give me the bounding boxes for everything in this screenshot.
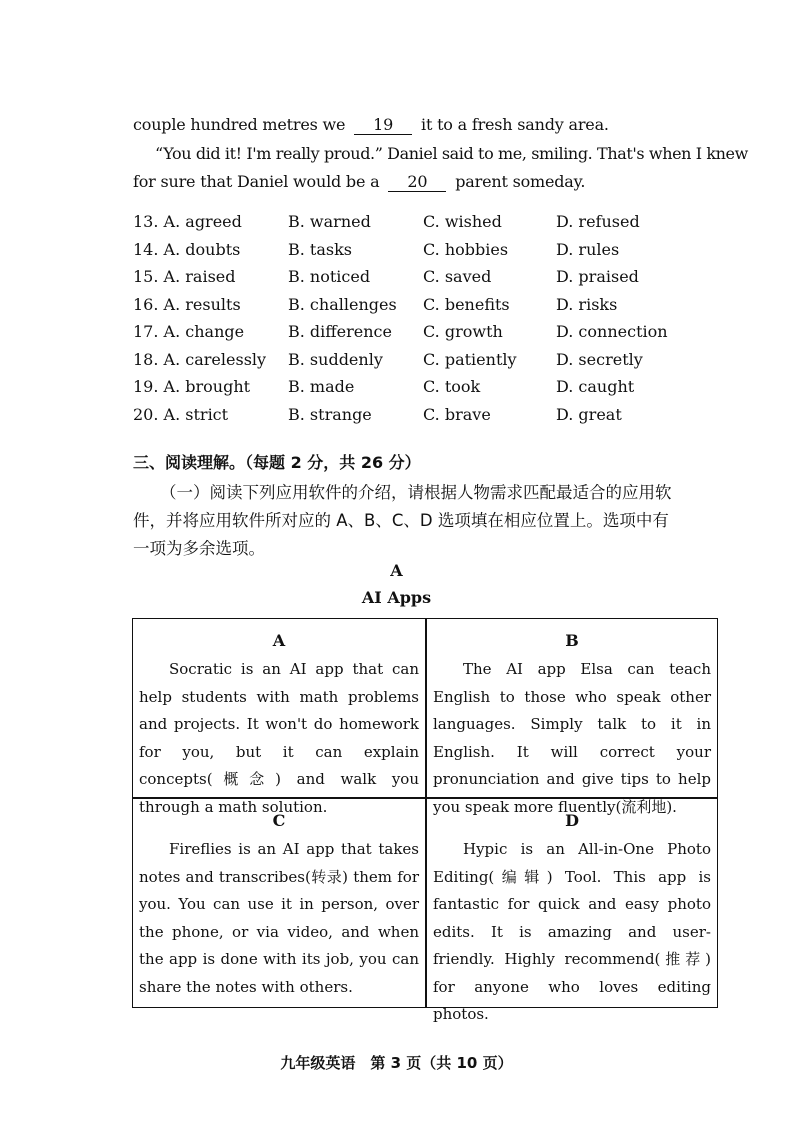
passage-line-2: “You did it! I'm really proud.” Daniel said to me, smiling. That's when I knew <box>155 144 748 163</box>
apps-table <box>132 618 718 1023</box>
question-20-option-d: D. great <box>556 404 622 424</box>
question-13-option-b: B. warned <box>288 212 371 231</box>
page-footer: 九年级英语 第 3 页（共 10 页） <box>280 1054 513 1072</box>
question-13-option-d: D. refused <box>556 212 640 231</box>
question-19-option-a <box>133 377 250 396</box>
option-text: A. raised <box>163 267 236 286</box>
instruction-line: （一）阅读下列应用软件的介绍，请根据人物需求匹配最适合的应用软 <box>160 483 672 502</box>
question-18-option-d: D. secretly <box>556 349 643 369</box>
app-description: Socratic is an AI app that can help students with math problems and projects. It won't do homework for you, but it can explain concepts(概念) and walk you through a math solution. <box>139 660 419 816</box>
passage-text: parent someday. <box>455 172 586 191</box>
passage-text: couple hundred metres we <box>133 115 346 134</box>
question-14-option-d: D. rules <box>556 239 620 259</box>
instruction-line: 件，并将应用软件所对应的 A、B、C、D 选项填在相应位置上。选项中有 <box>133 511 669 530</box>
passage-line-3 <box>133 172 585 192</box>
question-number: 19. <box>133 377 159 396</box>
question-16-option-b: B. challenges <box>288 294 397 314</box>
app-cell-d <box>427 799 717 1023</box>
passage-line-1 <box>133 115 609 135</box>
app-label: C <box>272 811 286 830</box>
app-cell-a <box>133 619 425 816</box>
question-19-option-b: B. made <box>288 377 355 396</box>
question-19-option-c: C. took <box>423 377 481 396</box>
option-text: A. agreed <box>163 212 242 231</box>
question-13-option-a <box>133 212 242 231</box>
question-14-option-a <box>133 240 240 259</box>
question-18-option-b: B. suddenly <box>288 349 383 369</box>
part-label: A <box>390 561 403 580</box>
question-18-option-a <box>133 350 266 369</box>
question-17-option-c: C. growth <box>423 322 503 341</box>
app-description: Hypic is an All-in-One Photo Editing(编辑) Tool. This app is fantastic for quick and easy photo edits. It is amazing and user-friendly. Highly recommend(推荐) for anyone who loves editing photos. <box>433 840 711 1023</box>
app-label: B <box>565 631 579 650</box>
question-15-option-d: D. praised <box>556 267 639 286</box>
question-14-option-b: B. tasks <box>288 239 353 259</box>
app-cell-b <box>427 619 717 816</box>
option-text: A. doubts <box>163 239 241 259</box>
question-number: 17. <box>133 322 159 341</box>
passage-text: for sure that Daniel would be a <box>133 172 380 191</box>
option-text: A. change <box>163 322 245 341</box>
question-19-option-d: D. caught <box>556 377 635 396</box>
question-number: 18. <box>133 349 159 369</box>
app-description: Fireflies is an AI app that takes notes and transcribes(转录) them for you. You can use it in person, over the phone, or via video, and when the app is done with its job, you can share the notes with others. <box>139 840 419 996</box>
passage-title: AI Apps <box>361 588 432 607</box>
blank-20: 20 <box>388 173 446 192</box>
app-cell-c <box>133 799 425 1007</box>
question-number: 14. <box>133 239 159 259</box>
question-number: 15. <box>133 267 159 286</box>
option-text: A. results <box>163 294 241 314</box>
app-label: A <box>272 631 286 650</box>
question-number: 16. <box>133 294 159 314</box>
passage-text: it to a fresh sandy area. <box>421 115 609 134</box>
question-number: 20. <box>133 404 159 424</box>
question-18-option-c: C. patiently <box>423 349 517 369</box>
option-text: A. carelessly <box>163 349 267 369</box>
question-20-option-b: B. strange <box>288 404 372 424</box>
question-17-option-d: D. connection <box>556 322 668 341</box>
question-17-option-b: B. difference <box>288 322 392 341</box>
option-text: A. strict <box>163 404 229 424</box>
blank-19: 19 <box>354 116 412 135</box>
question-number: 13. <box>133 212 159 231</box>
question-20-option-c: C. brave <box>423 404 491 424</box>
app-label: D <box>565 811 579 830</box>
question-16-option-a <box>133 295 241 314</box>
question-14-option-c: C. hobbies <box>423 239 509 259</box>
question-13-option-c: C. wished <box>423 212 502 231</box>
question-15-option-b: B. noticed <box>288 267 371 286</box>
question-20-option-a <box>133 405 228 424</box>
question-17-option-a <box>133 322 244 341</box>
section-heading: 三、阅读理解。（每题 2 分，共 26 分） <box>133 453 421 472</box>
instruction-line: 一项为多余选项。 <box>133 539 265 558</box>
app-description: The AI app Elsa can teach English to those who speak other languages. Simply talk to it in English. It will correct your pronunciation and give tips to help you speak more fluently(流利地). <box>433 660 711 816</box>
question-15-option-a <box>133 267 236 286</box>
question-15-option-c: C. saved <box>423 267 492 286</box>
question-16-option-c: C. benefits <box>423 294 510 314</box>
question-16-option-d: D. risks <box>556 294 618 314</box>
option-text: A. brought <box>163 377 251 396</box>
